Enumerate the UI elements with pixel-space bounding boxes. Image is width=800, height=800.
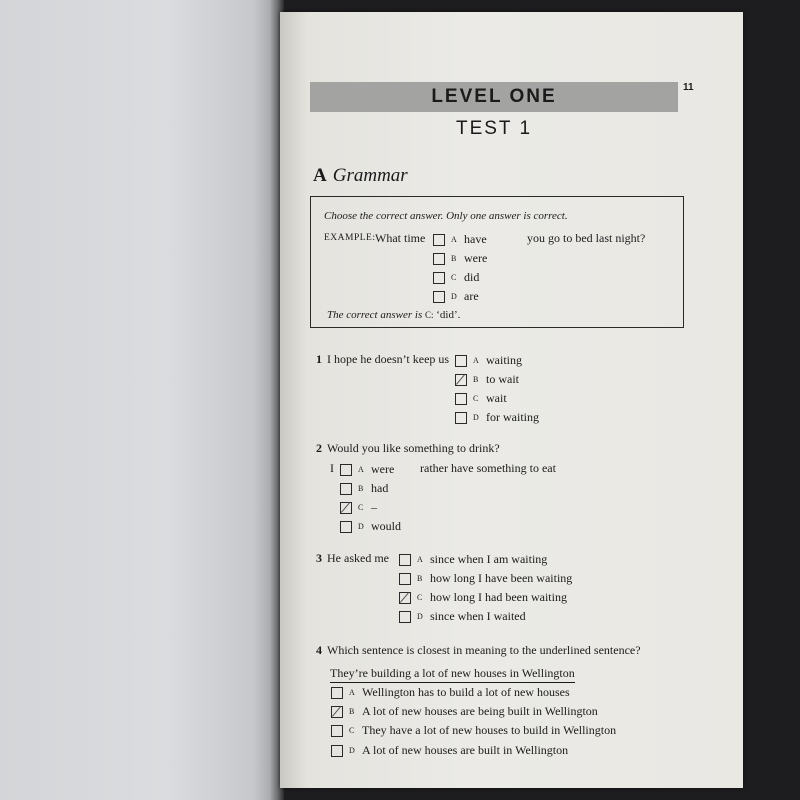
example-box <box>310 196 684 328</box>
right-page <box>280 12 743 788</box>
example-option-c[interactable] <box>433 270 479 285</box>
q1-option-d[interactable]: D for waiting <box>455 410 539 425</box>
question-4-underlined-sentence: They’re building a lot of new houses in Wellington <box>330 666 575 683</box>
section-name: Grammar <box>332 165 408 186</box>
question-2-sub-stem-continuation: rather have something to eat <box>420 461 556 475</box>
checkbox[interactable] <box>433 253 445 265</box>
option-letter: C <box>451 273 457 282</box>
option-text: were <box>464 251 488 265</box>
question-2-sub-stem: I <box>330 461 334 475</box>
q2-option-a[interactable]: A were <box>340 462 394 477</box>
checkbox[interactable] <box>340 464 352 476</box>
section-letter: A <box>313 165 327 186</box>
checkbox[interactable] <box>340 483 352 495</box>
q1-option-a[interactable]: A waiting <box>455 353 522 368</box>
q1-option-c[interactable]: C wait <box>455 391 507 406</box>
q1-option-b[interactable]: B to wait <box>455 372 519 387</box>
section-heading <box>313 165 408 187</box>
q3-option-b[interactable]: B how long I have been waiting <box>399 571 572 586</box>
checkbox[interactable] <box>455 355 467 367</box>
checkbox[interactable] <box>399 611 411 623</box>
example-option-d[interactable] <box>433 289 479 304</box>
question-3-stem: 3 He asked me <box>316 551 389 565</box>
q4-option-c[interactable]: C They have a lot of new houses to build in Wellington <box>331 723 616 738</box>
checkbox[interactable] <box>433 291 445 303</box>
page-number: 11 <box>683 82 694 93</box>
checkbox[interactable] <box>331 725 343 737</box>
option-letter: B <box>451 254 457 263</box>
q3-option-c[interactable]: C how long I had been waiting <box>399 590 567 605</box>
q4-option-d[interactable]: D A lot of new houses are built in Wellington <box>331 743 568 758</box>
example-option-b[interactable] <box>433 251 487 266</box>
checkbox-ticked[interactable] <box>340 502 352 514</box>
q3-option-a[interactable]: A since when I am waiting <box>399 552 547 567</box>
q2-option-d[interactable]: D would <box>340 519 401 534</box>
checkbox[interactable] <box>455 393 467 405</box>
example-stem-continuation: you go to bed last night? <box>527 231 646 245</box>
test-title: TEST 1 <box>455 118 533 139</box>
option-text: did <box>464 270 480 284</box>
checkbox[interactable] <box>331 687 343 699</box>
q3-option-d[interactable]: D since when I waited <box>399 609 526 624</box>
checkbox-ticked[interactable] <box>331 706 343 718</box>
instruction-text: Choose the correct answer. Only one answer is correct. <box>324 210 568 222</box>
example-label: EXAMPLE: <box>324 233 376 243</box>
checkbox[interactable] <box>340 521 352 533</box>
checkbox[interactable] <box>455 412 467 424</box>
option-text: have <box>464 232 487 246</box>
option-text: are <box>464 289 479 303</box>
q4-option-b[interactable]: B A lot of new houses are being built in Wellington <box>331 704 598 719</box>
checkbox[interactable] <box>399 573 411 585</box>
checkbox-ticked[interactable] <box>399 592 411 604</box>
answer-note: The correct answer is C: ‘did’. <box>327 309 461 321</box>
level-banner: LEVEL ONE <box>310 82 678 112</box>
checkbox[interactable] <box>433 272 445 284</box>
question-4-stem: 4 Which sentence is closest in meaning to the underlined sentence? <box>316 643 641 657</box>
example-stem: What time <box>375 231 426 245</box>
question-2-stem: 2 Would you like something to drink? <box>316 441 500 455</box>
q2-option-b[interactable]: B had <box>340 481 388 496</box>
question-1-stem: 1 I hope he doesn’t keep us <box>316 352 450 366</box>
checkbox[interactable] <box>399 554 411 566</box>
checkbox[interactable] <box>433 234 445 246</box>
example-option-a[interactable] <box>433 232 487 247</box>
left-page-blank <box>0 0 276 800</box>
checkbox[interactable] <box>331 745 343 757</box>
q2-option-c[interactable]: C – <box>340 500 377 515</box>
checkbox-ticked[interactable] <box>455 374 467 386</box>
option-letter: A <box>451 235 458 244</box>
option-letter: D <box>451 292 458 301</box>
q4-option-a[interactable]: A Wellington has to build a lot of new houses <box>331 685 570 700</box>
